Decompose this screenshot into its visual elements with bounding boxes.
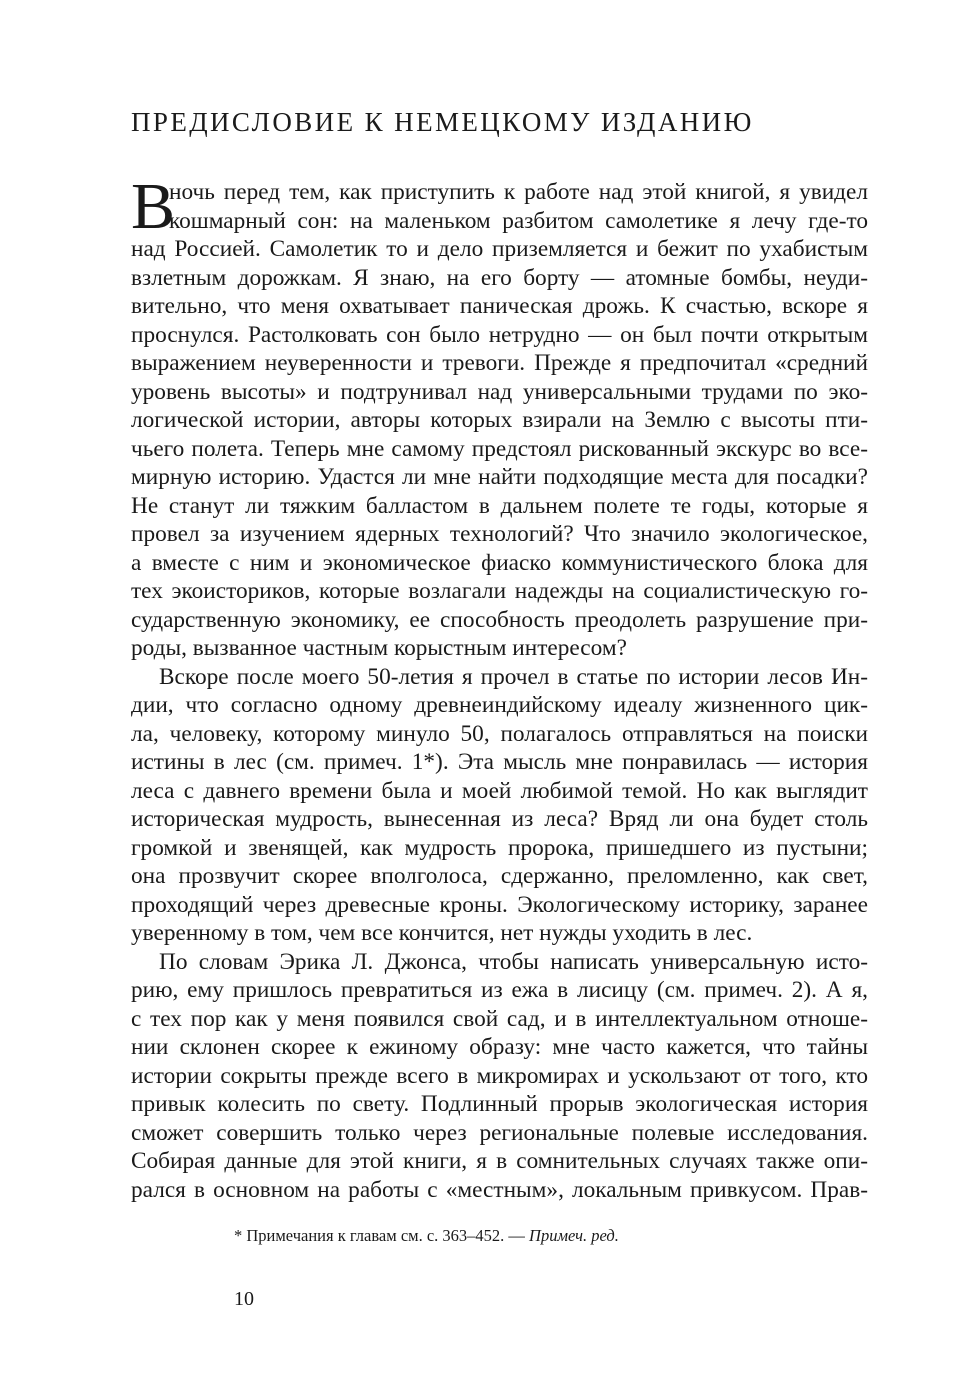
text-line: кошмарный сон: на маленьком разбитом самолетике я лечу где-то [169, 207, 868, 234]
text-line: она прозвучит скорее вполголоса, сдержанно, преломленно, как свет, [131, 863, 868, 889]
text-line: логической истории, авторы которых взирали на Землю с высоты пти- [131, 407, 868, 433]
text-line: над Россией. Самолетик то и дело приземляется и бежит по ухабистым [131, 236, 868, 262]
text-line: уверенному в том, чем все кончится, нет нужды уходить в лес. [131, 920, 753, 946]
drop-cap: В [131, 170, 176, 243]
paragraph-3 [131, 948, 868, 1205]
text-line: рался в основном на работы с «местным», локальным привкусом. Прав- [131, 1176, 868, 1203]
text-line: громкой и звенящей, как мудрость пророка, пришедшего из пустыни; [131, 834, 868, 861]
footnote-italic: Примеч. ред. [529, 1226, 619, 1245]
body-text [131, 170, 868, 1204]
text-line: Не станут ли тяжким балластом в дальнем полете те годы, которые я [131, 492, 868, 519]
page-number: 10 [234, 1288, 254, 1310]
paragraph-1 [131, 170, 868, 663]
text-line: леса с давнего времени была и моей любимой темой. Но как выглядит [131, 777, 868, 804]
text-line: взлетным дорожкам. Я знаю, на его борту — атомные бомбы, неуди- [131, 264, 868, 291]
text-line: По словам Эрика Л. Джонса, чтобы написать универсальную исто- [159, 948, 868, 975]
text-line: сударственную экономику, ее способность преодолеть разрушение при- [131, 606, 868, 633]
text-line: нии склонен скорее к ежиному образу: мне часто кажется, что тайны [131, 1034, 868, 1060]
text-line: провел за изучением ядерных технологий? Что значило экологическое, [131, 521, 868, 547]
text-line: рию, ему пришлось превратиться из ежа в лисицу (см. примеч. 2). А я, [131, 977, 868, 1003]
text-line: ночь перед тем, как приступить к работе над этой книгой, я увидел [169, 179, 868, 205]
text-line: проходящий через древесные кроны. Экологическому историку, заранее [131, 891, 868, 918]
text-line: истины в лес (см. примеч. 1*). Эта мысль мне понравилась — история [131, 749, 868, 775]
text-line: Собирая данные для этой книги, я в сомнительных случаях также опи- [131, 1148, 868, 1174]
text-line: роды, вызванное частным корыстным интересом? [131, 635, 627, 661]
text-line: уровень высоты» и подтрунивал над универсальными трудами по эко- [131, 378, 868, 405]
footnote [234, 1225, 619, 1247]
text-line: вительно, что меня охватывает паническая дрожь. К счастью, вскоре я [131, 293, 868, 319]
text-line: с тех пор как у меня появился свой сад, и в интеллектуальном отноше- [131, 1005, 868, 1032]
text-line: дии, что согласно одному древнеиндийскому идеалу жизненного цик- [131, 692, 868, 718]
text-line: привык колесить по свету. Подлинный прорыв экологическая история [131, 1091, 868, 1117]
text-line: выражением неуверенности и тревоги. Прежде я предпочитал «средний [131, 350, 868, 376]
text-line: тех экоисториков, которые возлагали надежды на социалистическую го- [131, 578, 868, 604]
chapter-heading: ПРЕДИСЛОВИЕ К НЕМЕЦКОМУ ИЗДАНИЮ [131, 107, 754, 137]
text-line: историческая мудрость, вынесенная из леса? Вряд ли она будет столь [131, 806, 868, 832]
text-line: Вскоре после моего 50-летия я прочел в статье по истории лесов Ин- [159, 663, 868, 690]
text-line: чьего полета. Теперь мне самому предстоял рискованный экскурс во все- [131, 435, 868, 462]
text-line: истории сокрыты прежде всего в микромирах и ускользают от того, кто [131, 1062, 868, 1089]
text-line: проснулся. Растолковать сон было нетрудно — он был почти открытым [131, 321, 868, 348]
text-line: сможет совершить только через региональные полевые исследования. [131, 1119, 868, 1146]
text-line: ла, человеку, которому минуло 50, полагалось отправляться на поиски [131, 720, 868, 747]
footnote-text: * Примечания к главам см. с. 363–452. — [234, 1226, 530, 1245]
paragraph-2 [131, 663, 868, 948]
text-line: мирную историю. Удастся ли мне найти подходящие места для посадки? [131, 464, 868, 490]
text-line: а вместе с ним и экономическое фиаско коммунистического блока для [131, 549, 868, 576]
